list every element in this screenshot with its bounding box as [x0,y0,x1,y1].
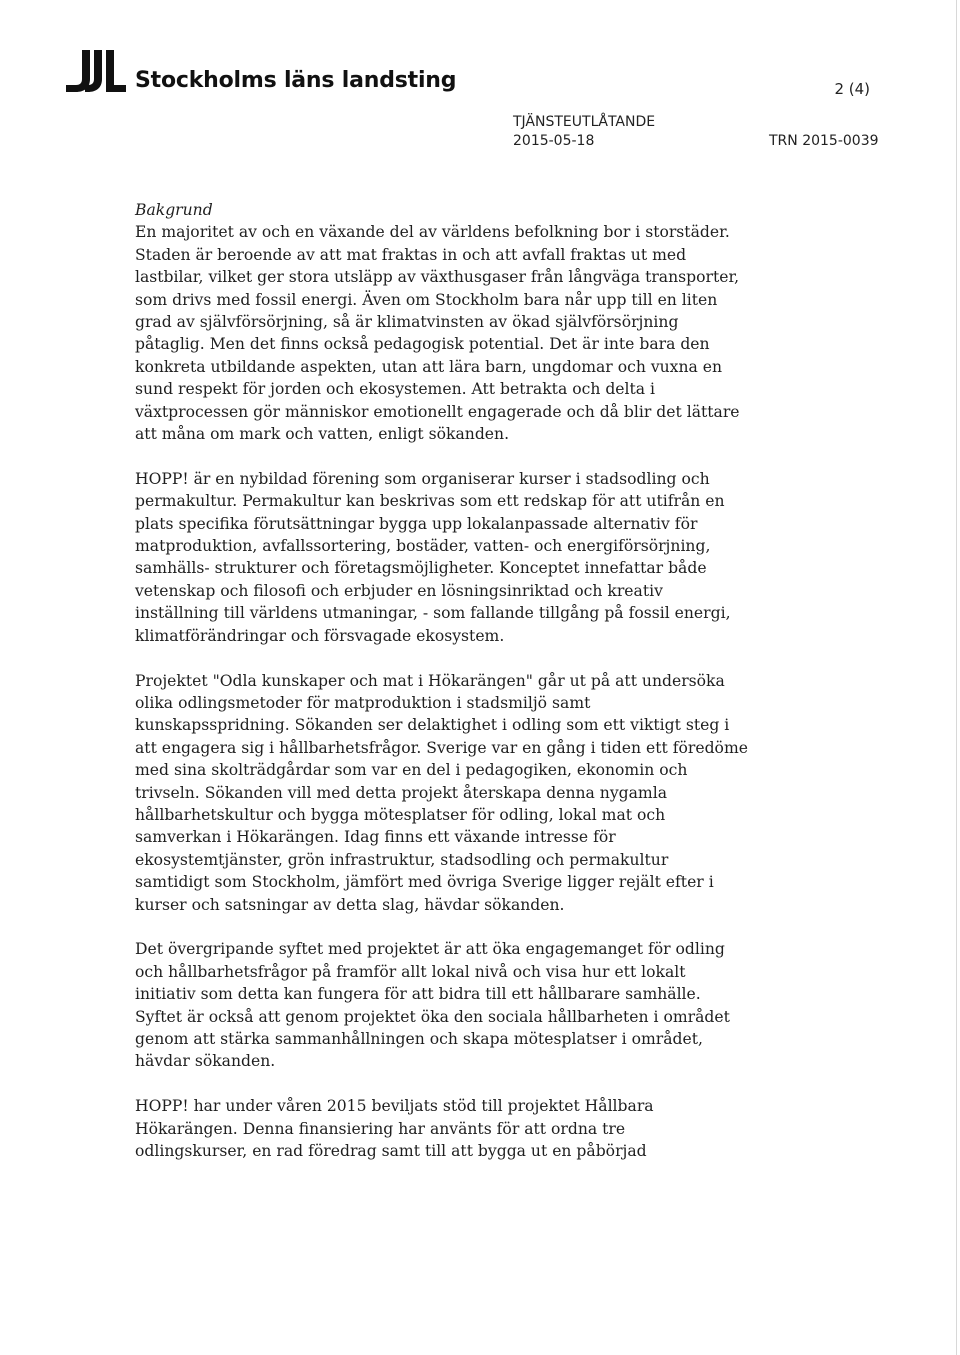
organization-name: Stockholms läns landsting [135,68,457,93]
text-line: Hökarängen. Denna finansiering har använts för att ordna tre [135,1119,626,1138]
body-paragraph [135,468,735,647]
text-line: Projektet "Odla kunskaper och mat i Hökarängen" går ut på att undersöka [135,671,725,690]
page-number: 2 (4) [834,80,870,98]
text-line: hävdar sökanden. [135,1052,276,1071]
text-line: att måna om mark och vatten, enligt sökanden. [135,425,510,444]
text-line: samtidigt som Stockholm, jämfört med övriga Sverige ligger rejält efter i [135,873,714,892]
text-line: odlingskurser, en rad föredrag samt till att bygga ut en påbörjad [135,1142,647,1160]
body-paragraph [135,670,748,916]
text-line: matproduktion, avfallssortering, bostäder, vatten- och energiförsörjning, [135,537,711,556]
text-line: HOPP! har under våren 2015 beviljats stöd till projektet Hållbara [135,1097,654,1116]
document-date: 2015-05-18 [513,133,595,149]
section-heading: Bakgrund [135,201,213,219]
page-right-edge [956,0,957,1355]
text-line: HOPP! är en nybildad förening som organiserar kurser i stadsodling och [135,469,710,488]
text-line: grad av självförsörjning, så är klimatvinsten av ökad självförsörjning [135,313,679,332]
text-line: En majoritet av och en växande del av världens befolkning bor i storstäder. [135,223,730,242]
text-line: med sina skolträdgårdar som var en del i pedagogiken, ekonomin och [135,761,688,780]
text-line: inställning till världens utmaningar, - som fallande tillgång på fossil energi, [135,604,731,623]
text-line: och hållbarhetsfrågor på framför allt lokal nivå och visa hur ett lokalt [135,962,686,981]
text-line: Syftet är också att genom projektet öka den sociala hållbarheten i området [135,1007,730,1026]
document-type: TJÄNSTEUTLÅTANDE [513,114,656,130]
text-line: Det övergripande syftet med projektet är att öka engagemanget för odling [135,940,725,959]
text-line: samhälls- strukturer och företagsmöjligheter. Konceptet innefattar både [135,559,707,578]
text-line: ekosystemtjänster, grön infrastruktur, stadsodling och permakultur [135,850,669,869]
text-line: växtprocessen gör människor emotionellt engagerade och då blir det lättare [135,402,740,421]
text-line: vetenskap och filosofi och erbjuder en lösningsinriktad och kreativ [135,581,663,600]
text-line: kurser och satsningar av detta slag, hävdar sökanden. [135,895,565,914]
text-line: genom att stärka sammanhållningen och skapa mötesplatser i området, [135,1029,703,1048]
text-line: konkreta utbildande aspekten, utan att lära barn, ungdomar och vuxna en [135,357,723,376]
body-paragraph [135,938,735,1072]
document-reference: TRN 2015-0039 [769,133,879,149]
text-line: plats specifika förutsättningar bygga upp lokalanpassade alternativ för [135,514,698,533]
text-line: att engagera sig i hållbarhetsfrågor. Sverige var en gång i tiden ett föredöme [135,738,748,757]
sll-logo-icon [64,48,128,94]
text-line: som drivs med fossil energi. Även om Stockholm bara når upp till en liten [135,290,718,309]
text-line: hållbarhetskultur och bygga mötesplatser för odling, lokal mat och [135,805,666,824]
text-line: lastbilar, vilket ger stora utsläpp av växthusgaser från långväga transporter, [135,268,740,287]
text-line: påtaglig. Men det finns också pedagogisk potential. Det är inte bara den [135,335,710,354]
text-line: olika odlingsmetoder för matproduktion i stadsmiljö samt [135,693,591,712]
text-line: kunskapsspridning. Sökanden ser delaktighet i odling som ett viktigt steg i [135,716,730,735]
document-body [135,199,748,1185]
text-line: trivseln. Sökanden vill med detta projekt återskapa denna nygamla [135,783,667,802]
text-line: Staden är beroende av att mat fraktas in och att avfall fraktas ut med [135,245,687,264]
body-paragraph [135,1095,735,1162]
text-line: permakultur. Permakultur kan beskrivas som ett redskap för att utifrån en [135,492,725,511]
text-line: sund respekt för jorden och ekosystemen. Att betrakta och delta i [135,380,656,399]
text-line: samverkan i Hökarängen. Idag finns ett växande intresse för [135,828,616,847]
body-paragraph [135,221,740,445]
text-line: initiativ som detta kan fungera för att bidra till ett hållbarare samhälle. [135,985,701,1004]
text-line: klimatförändringar och försvagade ekosystem. [135,626,505,645]
